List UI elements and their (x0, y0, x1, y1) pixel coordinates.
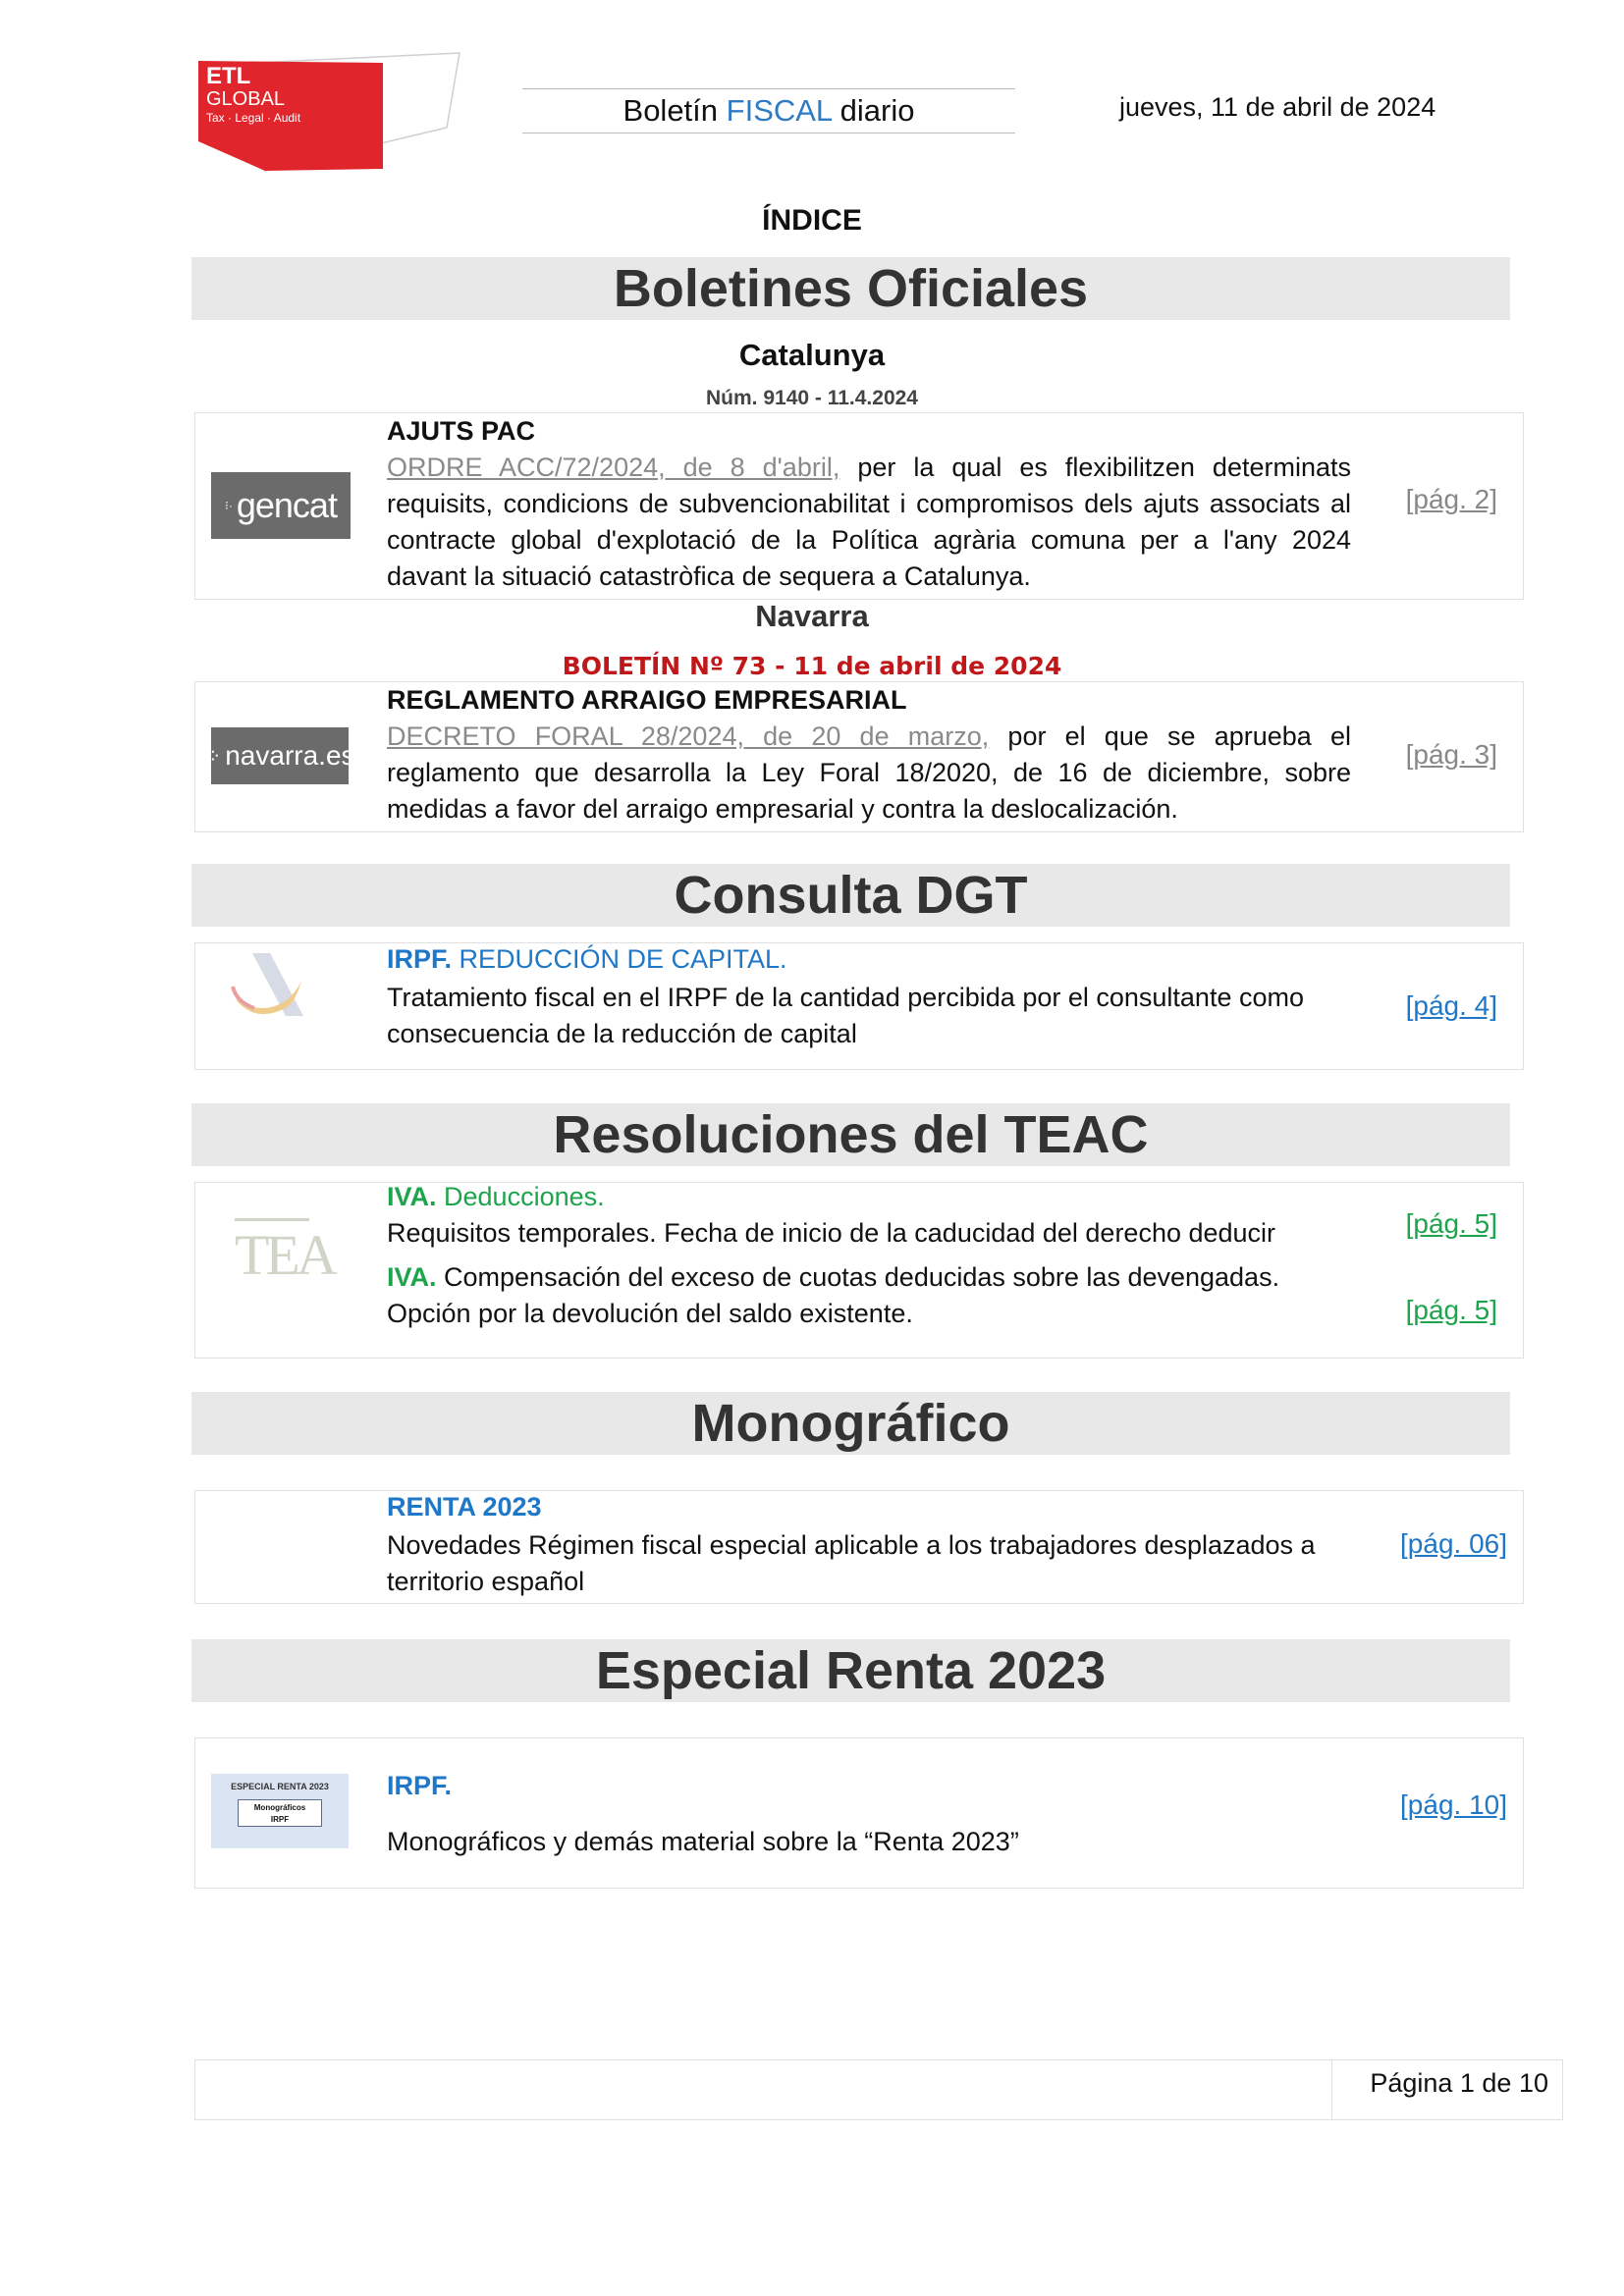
entry-title: REGLAMENTO ARRAIGO EMPRESARIAL (387, 685, 907, 715)
region-catalunya: Catalunya (738, 338, 886, 372)
entry-content-monografico (387, 1489, 1351, 1600)
entry-title-1: IVA. Deducciones. (387, 1182, 605, 1211)
logo-line-1: ETL (206, 63, 251, 89)
section-heading-dgt: Consulta DGT (191, 864, 1510, 927)
page-link-3[interactable]: [pág. 3] (1405, 739, 1497, 770)
bulletin-title: Boletín FISCAL diario (522, 88, 1015, 133)
page-link-06[interactable]: [pág. 06] (1400, 1528, 1507, 1559)
entry-card-monografico (194, 1490, 1524, 1604)
entry-body: DECRETO FORAL 28/2024, de 20 de marzo, por el que se aprueba el reglamento que desarrolla la Ley Foral 18/2020, de 16 de diciembre, sobre medidas a favor del arraigo empresarial y contra la deslocalización. (387, 721, 1351, 824)
entry-body: Monográficos y demás material sobre la “Renta 2023” (387, 1827, 1019, 1856)
page-link-4[interactable]: [pág. 4] (1405, 990, 1497, 1021)
bulletin-number-navarra: BOLETÍN Nº 73 - 11 de abril de 2024 (562, 652, 1062, 680)
logo-line-2: GLOBAL (206, 88, 286, 110)
ordre-acc-link[interactable]: ORDRE ACC/72/2024, de 8 d'abril, (387, 453, 840, 482)
entry-content-especial-renta (387, 1768, 1351, 1860)
entry-title: IRPF. REDUCCIÓN DE CAPITAL. (387, 944, 787, 974)
section-heading-boletines: Boletines Oficiales (191, 257, 1510, 320)
entry-content-arraigo (387, 682, 1351, 828)
entry-card-ajuts-pac (194, 412, 1524, 600)
bulletin-date: jueves, 11 de abril de 2024 (1119, 92, 1436, 122)
index-heading: ÍNDICE (762, 204, 862, 237)
bulletin-number-catalunya: Núm. 9140 - 11.4.2024 (706, 387, 918, 409)
teac-logo: TEA (235, 1218, 309, 1290)
section-heading-especial-renta: Especial Renta 2023 (191, 1639, 1510, 1702)
especial-renta-thumbnail: ESPECIAL RENTA 2023 Monográficos IRPF (211, 1774, 349, 1848)
entry-body-2: IVA. Compensación del exceso de cuotas deducidas sobre las devengadas. Opción por la devolución del saldo existente. (387, 1262, 1280, 1328)
section-heading-monografico: Monográfico (191, 1392, 1510, 1455)
entry-body: Novedades Régimen fiscal especial aplicable a los trabajadores desplazados a territorio español (387, 1530, 1316, 1596)
page-link-10[interactable]: [pág. 10] (1400, 1789, 1507, 1820)
entry-title: AJUTS PAC (387, 416, 536, 446)
entry-content-ajuts-pac (387, 413, 1351, 595)
logo-line-3: Tax · Legal · Audit (206, 111, 301, 125)
entry-body: Tratamiento fiscal en el IRPF de la cantidad percibida por el consultante como consecuencia de la reducción de capital (387, 983, 1304, 1048)
decreto-foral-link[interactable]: DECRETO FORAL 28/2024, de 20 de marzo, (387, 721, 990, 751)
entry-card-especial-renta (194, 1737, 1524, 1889)
entry-card-dgt (194, 942, 1524, 1070)
entry-card-arraigo (194, 681, 1524, 832)
entry-body-1: Requisitos temporales. Fecha de inicio de la caducidad del derecho deducir (387, 1218, 1276, 1248)
page-footer (194, 2059, 1563, 2120)
region-navarra: Navarra (755, 599, 869, 633)
gencat-logo: ⁝· gencat (211, 472, 351, 539)
entry-content-dgt (387, 941, 1351, 1052)
entry-card-teac (194, 1182, 1524, 1359)
agencia-tributaria-icon (225, 947, 323, 1026)
entry-title: RENTA 2023 (387, 1492, 542, 1522)
entry-title: IRPF. (387, 1771, 453, 1800)
page-link-5-a[interactable]: [pág. 5] (1405, 1208, 1497, 1239)
etl-global-logo (196, 51, 461, 174)
bulletin-title-accent: FISCAL (726, 93, 833, 128)
page-link-2[interactable]: [pág. 2] (1405, 484, 1497, 514)
navarra-logo: ⁘ navarra.es (211, 727, 349, 784)
entry-content-teac (387, 1179, 1351, 1332)
entry-body: ORDRE ACC/72/2024, de 8 d'abril, per la qual es flexibilitzen determinats requisits, condicions de subvencionabilitat i compromisos dels ajuts associats al contracte global d'explotació de la Política agrària comuna per a l'any 2024 davant la situació catastròfica de sequera a Catalunya. (387, 453, 1351, 591)
page-number: Página 1 de 10 (1370, 2068, 1548, 2098)
section-heading-teac: Resoluciones del TEAC (191, 1103, 1510, 1166)
page-link-5-b[interactable]: [pág. 5] (1405, 1295, 1497, 1325)
